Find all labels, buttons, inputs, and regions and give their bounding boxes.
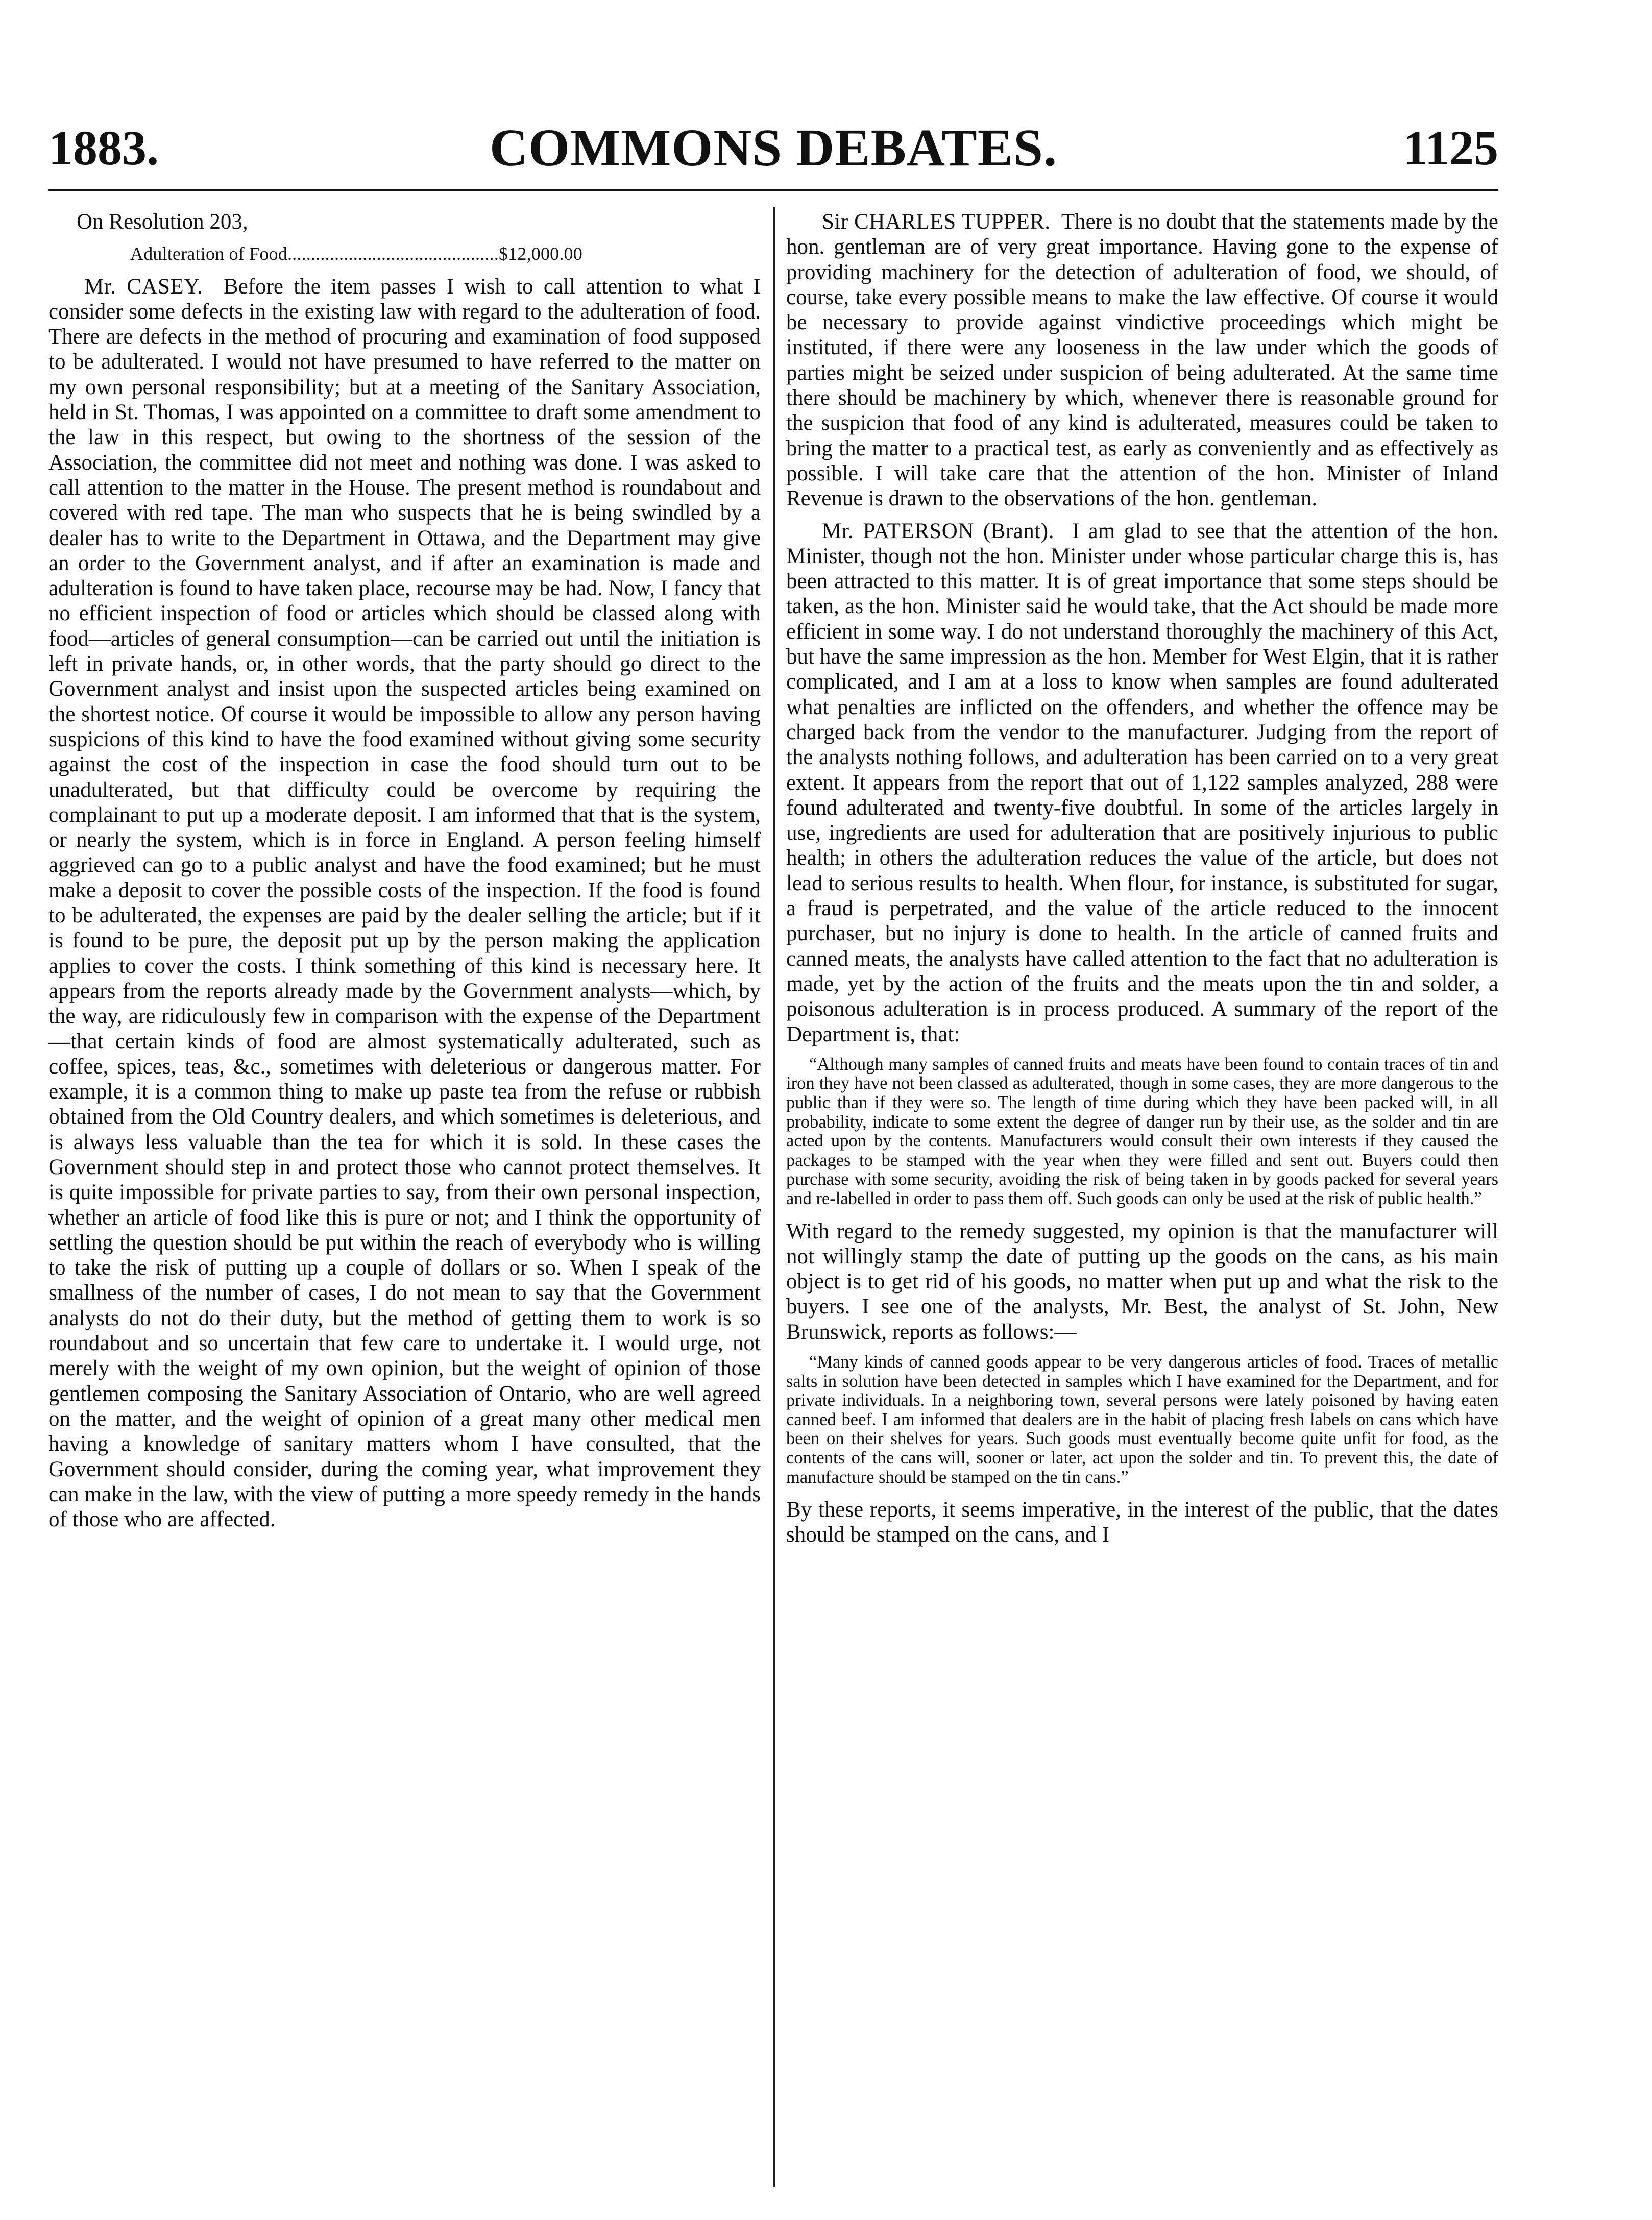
speech-text: There is no doubt that the statements made by the hon. gentleman are of very great importance. Having gone to the expense of providing machinery for the detection of adulteration of food, we should, of course, take every possible means to make the law effective. Of course it would be necessary to provide against vindictive proceedings which might be instituted, if there were any looseness in the law under which the goods of parties might be seized under suspicion of being adulterated. At the same time there should be machinery by which, whenever there is reasonable ground for the suspicion that food of any kind is adulterated, measures could be taken to bring the matter to a practical test, as early as conveniently and as effectively as possible. I will take care that the attention of the hon. Minister of Inland Revenue is drawn to the observations of the hon. gentleman. (786, 210, 1498, 511)
paragraph: With regard to the remedy suggested, my opinion is that the manufacturer will not willingly stamp the date of putting up the goods on the cans, as his main object is to get rid of his goods, no matter when put up and what the risk to the buyers. I see one of the analysts, Mr. Best, the analyst of St. John, New Brunswick, reports as follows:— (786, 1219, 1498, 1344)
page-number: 1125 (1403, 120, 1498, 175)
right-column (786, 209, 1498, 2200)
speaker-name: Mr. PATERSON (Brant). (822, 519, 1054, 543)
page-header (48, 117, 1498, 179)
speech-text: I am glad to see that the attention of the hon. Minister, though not the hon. Minister under whose particular charge this is, has been attracted to this matter. It is of great importance that some steps should be taken, as the hon. Minister said he would take, that the Act should be made more efficient in some way. I do not understand thoroughly the machinery of this Act, but have the same impression as the hon. Member for West Elgin, that it is rather complicated, and I am at a loss to know when samples are found adulterated what penalties are inflicted on the offenders, and whether the offence may be charged back from the vendor to the manufacturer. Judging from the report of the analysts nothing follows, and adulteration has been carried on to a very great extent. It appears from the report that out of 1,122 samples analyzed, 288 were found adulterated and twenty-five doubtful. In some of the articles largely in use, ingredients are used for adulteration that are positively injurious to public health; in others the adulteration reduces the value of the article, but does not lead to serious results to health. When flour, for instance, is substituted for sugar, a fraud is perpetrated, and the value of the article reduced to the innocent purchaser, but no injury is done to health. In the article of canned fruits and canned meats, the analysts have called attention to the fact that no adulteration is made, yet by the action of the fruits and the meats upon the tin and solder, a poisonous adulteration is in process produced. A summary of the report of the Department is, that: (786, 519, 1498, 1046)
paterson-speech (786, 519, 1498, 1047)
left-column (48, 209, 761, 2200)
page-year: 1883. (48, 120, 159, 175)
header-rule (48, 189, 1498, 191)
page-title: COMMONS DEBATES. (490, 118, 1057, 177)
speaker-name: Mr. CASEY. (84, 274, 203, 299)
report-quote: “Many kinds of canned goods appear to be very dangerous articles of food. Traces of metallic salts in solution have been detected in samples which I have examined for the Department, and for private individuals. In a neighboring town, several persons were lately poisoned by having eaten canned beef. I am informed that dealers are in the habit of placing fresh labels on cans which have been on their shelves for years. Such goods must eventually become quite unfit for food, as the contents of the cans will, sooner or later, act upon the solder and tin. To prevent this, the date of manufacture should be stamped on the tin cans.” (786, 1352, 1498, 1487)
column-divider (773, 207, 775, 2187)
report-quote: “Although many samples of canned fruits and meats have been found to contain traces of tin and iron they have not been classed as adulterated, though in some cases, they are more dangerous to the public than if they were so. The length of time during which they have been packed will, in all probability, indicate to some extent the degree of danger run by their use, as the solder and tin are acted upon by the contents. Manufacturers would consult their own interests if they caused the packages to be stamped with the year when they were filled and sent out. Buyers could then purchase with some security, avoiding the risk of being taken in by goods packed for several years and re-labelled in order to pass them off. Such goods can only be used at the risk of public health.” (786, 1054, 1498, 1208)
paragraph: By these reports, it seems imperative, in the interest of the public, that the dates should be stamped on the cans, and I (786, 1498, 1498, 1547)
speech-text: Before the item passes I wish to call attention to what I consider some defects in the existing law with regard to the adulteration of food. There are defects in the method of procuring and examination of food supposed to be adulterated. I would not have presumed to have referred to the matter on my own personal responsibility; but at a meeting of the Sanitary Association, held in St. Thomas, I was appointed on a committee to draft some amendment to the law in this respect, but owing to the shortness of the session of the Association, the committee did not meet and nothing was done. I was asked to call attention to the matter in the House. The present method is roundabout and covered with red tape. The man who suspects that he is being swindled by a dealer has to write to the Department in Ottawa, and the Department may give an order to the Government analyst, and if after an examination is made and adulteration is found to have taken place, recourse may be had. Now, I fancy that no efficient inspection of food or articles which should be classed along with food—articles of general consumption—can be carried out until the initiation is left in private hands, or, in other words, that the party should go direct to the Government analyst and insist upon the suspected articles being examined on the shortest notice. Of course it would be impossible to allow any person having suspicions of this kind to have the food examined without giving some security against the cost of the inspection in case the food should turn out to be unadulterated, but that difficulty could be overcome by requiring the complainant to put up a moderate deposit. I am informed that that is the system, or nearly the system, which is in force in England. A person feeling himself aggrieved can go to a public analyst and have the food examined; but he must make a deposit to cover the possible costs of the inspection. If the food is found to be adulterated, the expenses are paid by the dealer selling the article; but if it is found to be pure, the deposit put up by the person making the application applies to cover the costs. I think something of this kind is necessary here. It appears from the reports already made by the Government analysts—which, by the way, are ridiculously few in comparison with the expense of the Department—that certain kinds of food are almost systematically adulterated, such as coffee, spices, teas, &c., sometimes with deleterious or dangerous matter. For example, it is a common thing to make up paste tea from the refuse or rubbish obtained from the Old Country dealers, and which sometimes is deleterious, and is always less valuable than the tea for which it is sold. In these cases the Government should step in and protect those who cannot protect themselves. It is quite impossible for private parties to say, from their own personal inspection, whether an article of food like this is pure or not; and I think the opportunity of settling the question should be put within the reach of everybody who is willing to take the risk of putting up a couple of dollars or so. When I speak of the smallness of the number of cases, I do not mean to say that the Government analysts do not do their duty, but the method of getting them to work is so roundabout and so uncertain that few care to undertake it. I would urge, not merely with the weight of my own opinion, but the weight of opinion of those gentlemen composing the Sanitary Association of Ontario, who are well agreed on the matter, and the weight of opinion of a great many other medical men having a knowledge of sanitary matters whom I have consulted, that the Government should consider, during the coming year, what improvement they can make in the law, with the view of putting a more speedy remedy in the hands of those who are affected. (48, 274, 761, 1532)
casey-speech (48, 274, 761, 1532)
resolution-heading: On Resolution 203, (77, 210, 248, 234)
speaker-name: Sir CHARLES TUPPER. (822, 210, 1051, 234)
tupper-speech (786, 209, 1498, 511)
budget-item: Adulteration of Food.............................................$12,000.00 (130, 243, 582, 264)
